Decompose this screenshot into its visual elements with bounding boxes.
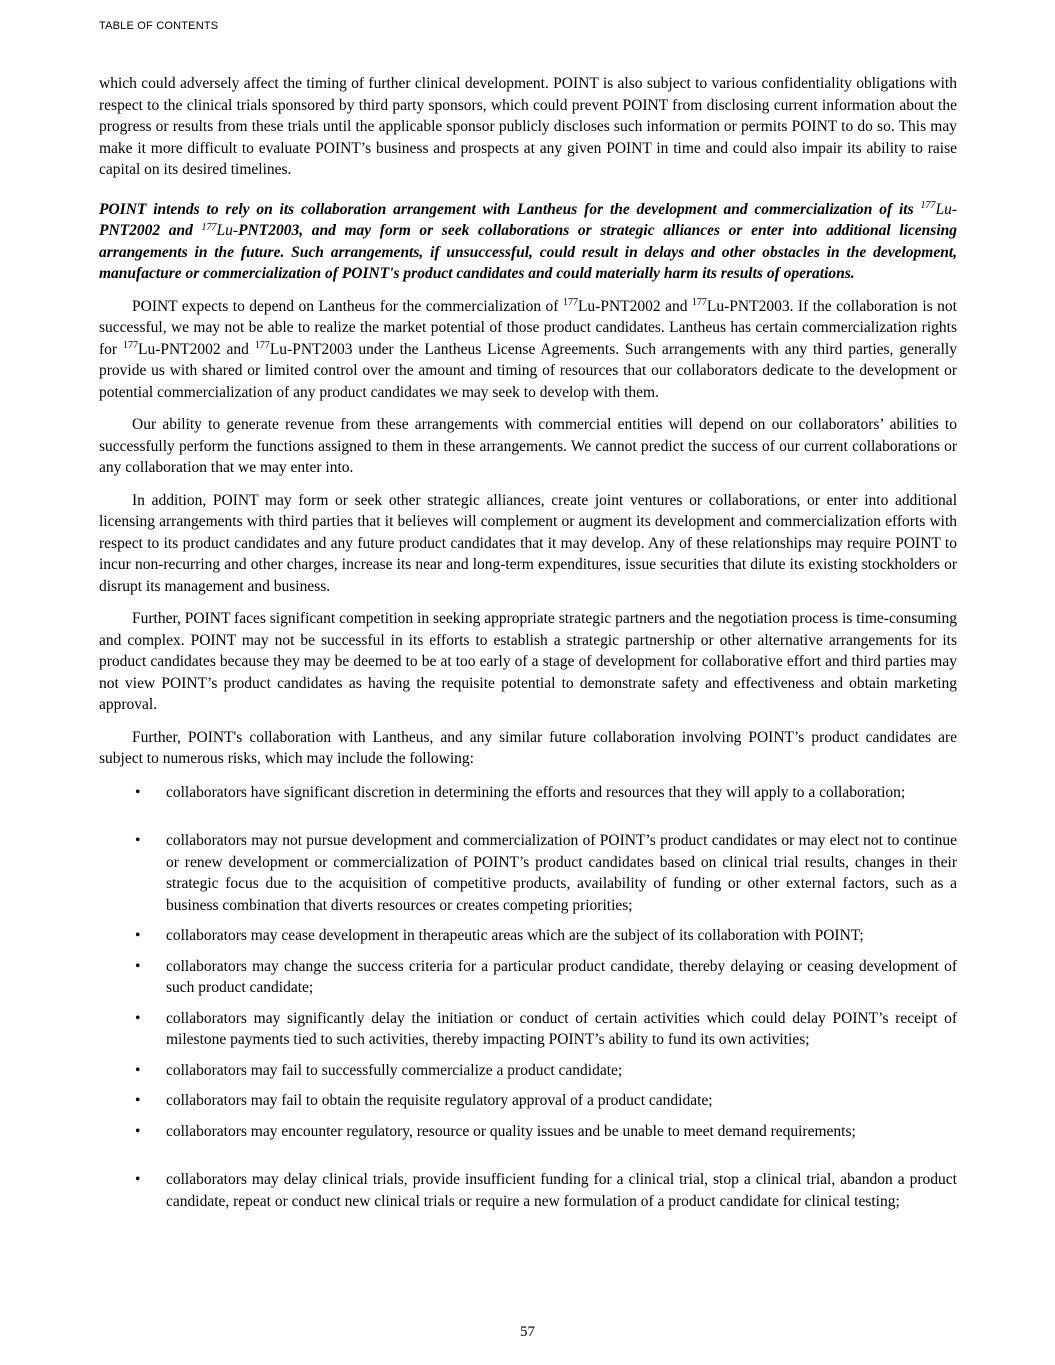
bullet-text: collaborators may cease development in therapeutic areas which are the subject of its collaboration with POINT; <box>166 927 864 944</box>
bullet-text: collaborators may significantly delay the initiation or conduct of certain activities which could delay POINT’s receipt of milestone payments tied to such activities, thereby impacting POINT’s ability to fund its own activities; <box>166 1009 957 1048</box>
bullet-text: collaborators may not pursue development and commercialization of POINT’s product candidates or may elect not to continue or renew development or commercialization of POINT’s product candidates based on clinical trial results, changes in their strategic focus due to the acquisition of competitive products, availability of funding or other external factors, such as a business combination that diverts resources or creates competing priorities; <box>166 832 957 914</box>
bullet-text: collaborators may change the success criteria for a particular product candidate, thereby delaying or ceasing development of such product candidate; <box>166 957 957 996</box>
risk-list-item <box>99 925 957 947</box>
page-number: 57 <box>520 1324 535 1340</box>
risk-list-item <box>99 1060 957 1082</box>
paragraph-revenue-ability: Our ability to generate revenue from these arrangements with commercial entities will depend on our collaborators’ abilities to successfully perform the functions assigned to them in these arrangements. We cannot predict the success of our current collaborations or any collaboration that we may enter into. <box>99 416 957 476</box>
paragraph-in-addition: In addition, POINT may form or seek other strategic alliances, create joint ventures or collaborations, or enter into additional licensing arrangements with third parties that it believes will complement or augment its development and commercialization efforts with respect to its product candidates and any future product candidates that it may develop. Any of these relationships may require POINT to incur non-recurring and other charges, increase its near and long-term expenditures, issue securities that dilute its existing stockholders or disrupt its management and business. <box>99 491 957 595</box>
risk-list-item <box>99 782 957 804</box>
risk-list-item <box>99 1121 957 1143</box>
bullet-marker: • <box>135 1171 141 1188</box>
paragraph-competition: Further, POINT faces significant competition in seeking appropriate strategic partners and the negotiation process is time-consuming and complex. POINT may not be successful in its efforts to establish a strategic partnership or other alternative arrangements for its product candidates because they may be deemed to be at too early of a stage of development for collaborative effort and third parties may not view POINT’s product candidates as having the requisite potential to demonstrate safety and effectiveness and obtain marketing approval. <box>99 610 957 713</box>
bullet-marker: • <box>135 1009 141 1027</box>
risk-factor-heading: POINT intends to rely on its collaboration arrangement with Lantheus for the development and commercialization of its $^{177}$Lu-PNT2002 and $^{177}$Lu-PNT2003, and may form or seek collaborations or strategic alliances or enter into additional licensing arrangements in the future. Such arrangements, if unsuccessful, could result in delays and other obstacles in the development, manufacture or commercialization of POINT's product candidates and could materially harm its results of operations. <box>99 200 957 282</box>
bullet-marker: • <box>135 1092 141 1109</box>
bullet-text: collaborators may delay clinical trials, provide insufficient funding for a clinical trial, stop a clinical trial, abandon a product candidate, repeat or conduct new clinical trials or require a new formulation of a product candidate for clinical testing; <box>166 1171 957 1210</box>
risk-list-item <box>99 956 957 999</box>
bullet-text: collaborators may encounter regulatory, resource or quality issues and be unable to meet demand requirements; <box>166 1122 856 1140</box>
bullet-marker: • <box>135 927 141 944</box>
bullet-marker: • <box>135 1061 141 1079</box>
bullet-text: collaborators have significant discretion in determining the efforts and resources that they will apply to a collaboration; <box>166 783 906 801</box>
paragraph-continuation: which could adversely affect the timing of further clinical development. POINT is also subject to various confidentiality obligations with respect to the clinical trials sponsored by third party sponsors, which could prevent POINT from disclosing current information about the progress or results from these trials until the applicable sponsor publicly discloses such information or permits POINT to do so. This may make it more difficult to evaluate POINT’s business and prospects at any given POINT in time and could also impair its ability to raise capital on its desired timelines. <box>99 75 957 178</box>
bullet-marker: • <box>135 1122 141 1140</box>
bullet-marker: • <box>135 832 141 849</box>
table-of-contents-link[interactable]: TABLE OF CONTENTS <box>99 20 219 32</box>
paragraph-lantheus-dependence: POINT expects to depend on Lantheus for the commercialization of $^{177}$Lu-PNT2002 and $^{177}$Lu-PNT2003. If the collaboration is not successful, we may not be able to realize the market potential of those product candidates. Lantheus has certain commercialization rights for $^{177}$Lu-PNT2002 and $^{177}$Lu-PNT2003 under the Lantheus License Agreements. Such arrangements with any third parties, generally provide us with shared or limited control over the amount and timing of resources that our collaborators dedicate to the development or potential commercialization of any product candidates we may seek to develop with them. <box>99 297 957 401</box>
bullet-text: collaborators may fail to obtain the requisite regulatory approval of a product candidate; <box>166 1092 713 1109</box>
risk-list-item <box>99 1169 957 1212</box>
risk-list-item <box>99 1008 957 1051</box>
bullet-marker: • <box>135 783 141 801</box>
paragraph-risks-intro: Further, POINT's collaboration with Lantheus, and any similar future collaboration involving POINT’s product candidates are subject to numerous risks, which may include the following: <box>99 728 957 767</box>
risk-list-item <box>99 1090 957 1112</box>
bullet-text: collaborators may fail to successfully commercialize a product candidate; <box>166 1061 623 1079</box>
page-content <box>99 0 957 1212</box>
bullet-marker: • <box>135 957 141 975</box>
risk-bullet-list <box>99 782 957 1213</box>
risk-list-item <box>99 830 957 916</box>
